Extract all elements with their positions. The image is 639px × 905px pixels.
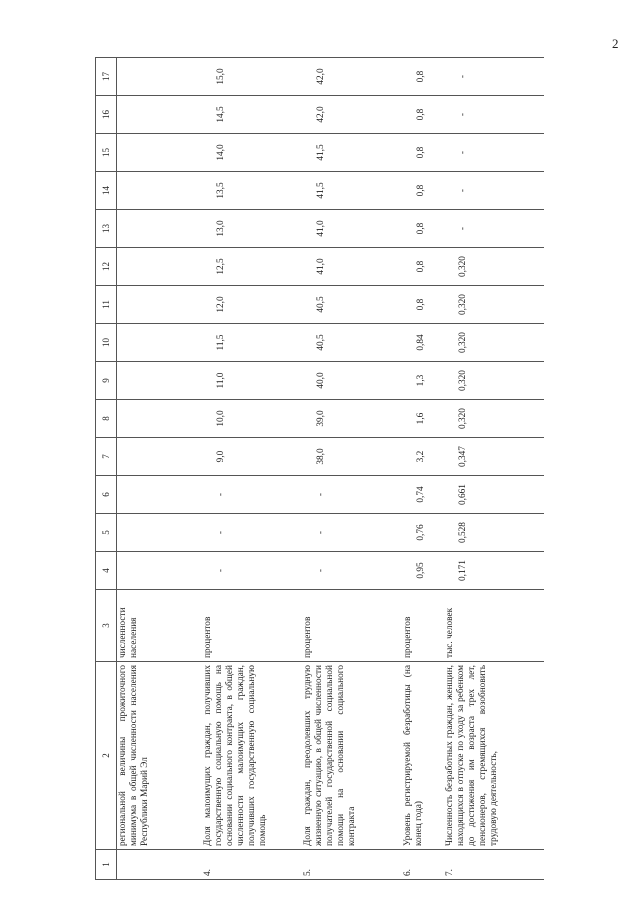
value-cell: [117, 96, 202, 134]
value-cell: 13,5: [202, 172, 302, 210]
value-cell: 38,0: [302, 438, 402, 476]
value-cell: [117, 286, 202, 324]
indicator-name: Численность безработных граждан, женщин, находящихся в отпуске по уходу за ребенком до достижения им возраста трех лет, пенсионеров, стремящихся возобновить трудовую деятельность,: [444, 662, 544, 850]
value-cell: 15,0: [202, 58, 302, 96]
header-cell: 17: [96, 58, 117, 96]
value-cell: [117, 172, 202, 210]
value-cell: 12,0: [202, 286, 302, 324]
value-cell: 0,320: [444, 400, 544, 438]
value-cell: [117, 324, 202, 362]
table-row-5: [302, 58, 402, 880]
value-cell: [117, 362, 202, 400]
header-cell: 5: [96, 514, 117, 552]
indicator-name: региональной величины прожиточного минимума в общей численности населения Республики Марий Эл: [117, 662, 202, 850]
value-cell: 10,0: [202, 400, 302, 438]
value-cell: [117, 210, 202, 248]
header-cell: 8: [96, 400, 117, 438]
indicator-name: Доля малоимущих граждан, получивших государственную социальную помощь на основании социального контракта, в общей численности малоимущих граждан, получивших государственную социальную помощь: [202, 662, 302, 850]
value-cell: 0,84: [402, 324, 444, 362]
value-cell: -: [444, 58, 544, 96]
value-cell: 0,76: [402, 514, 444, 552]
indicators-table: [95, 57, 544, 880]
value-cell: 0,320: [444, 248, 544, 286]
value-cell: 0,95: [402, 552, 444, 590]
value-cell: 14,5: [202, 96, 302, 134]
value-cell: 0,8: [402, 96, 444, 134]
value-cell: 40,0: [302, 362, 402, 400]
row-number: 5.: [302, 850, 402, 880]
value-cell: -: [444, 210, 544, 248]
page-number: 2: [612, 36, 619, 51]
value-cell: [117, 248, 202, 286]
indicator-name: Уровень регистрируемой безработицы (на конец года): [402, 662, 444, 850]
value-cell: [117, 514, 202, 552]
value-cell: 3,2: [402, 438, 444, 476]
header-cell: 14: [96, 172, 117, 210]
value-cell: 1,3: [402, 362, 444, 400]
header-cell: 15: [96, 134, 117, 172]
value-cell: 1,6: [402, 400, 444, 438]
value-cell: 0,661: [444, 476, 544, 514]
unit-of-measure: процентов: [402, 590, 444, 662]
value-cell: -: [444, 172, 544, 210]
value-cell: 0,320: [444, 286, 544, 324]
table-row-7: [444, 58, 544, 880]
value-cell: [117, 476, 202, 514]
value-cell: 11,5: [202, 324, 302, 362]
value-cell: 13,0: [202, 210, 302, 248]
value-cell: 42,0: [302, 58, 402, 96]
value-cell: 40,5: [302, 324, 402, 362]
header-cell: 1: [96, 850, 117, 880]
header-cell: 9: [96, 362, 117, 400]
header-cell: 4: [96, 552, 117, 590]
header-cell: 3: [96, 590, 117, 662]
value-cell: 0,320: [444, 362, 544, 400]
value-cell: 41,5: [302, 134, 402, 172]
header-cell: 12: [96, 248, 117, 286]
row-number: [117, 850, 202, 880]
header-cell: 6: [96, 476, 117, 514]
value-cell: [117, 438, 202, 476]
header-cell: 13: [96, 210, 117, 248]
unit-of-measure: процентов: [202, 590, 302, 662]
value-cell: 0,8: [402, 172, 444, 210]
row-number: 6.: [402, 850, 444, 880]
value-cell: [117, 552, 202, 590]
value-cell: 11,0: [202, 362, 302, 400]
table-row-continuation: [117, 58, 202, 880]
value-cell: 41,0: [302, 210, 402, 248]
header-cell: 16: [96, 96, 117, 134]
value-cell: 0,8: [402, 134, 444, 172]
value-cell: 0,8: [402, 210, 444, 248]
value-cell: 0,347: [444, 438, 544, 476]
value-cell: 42,0: [302, 96, 402, 134]
value-cell: 0,8: [402, 58, 444, 96]
value-cell: -: [444, 134, 544, 172]
value-cell: 0,8: [402, 286, 444, 324]
value-cell: 0,74: [402, 476, 444, 514]
indicator-name: Доля граждан, преодолевших трудную жизненную ситуацию, в общей численности получателей государственной социальной помощи на основании социального контракта: [302, 662, 402, 850]
value-cell: 40,5: [302, 286, 402, 324]
unit-of-measure: процентов: [302, 590, 402, 662]
value-cell: 41,0: [302, 248, 402, 286]
header-row: [96, 58, 117, 880]
value-cell: -: [202, 552, 302, 590]
value-cell: 0,320: [444, 324, 544, 362]
header-cell: 2: [96, 662, 117, 850]
value-cell: -: [202, 514, 302, 552]
value-cell: 0,171: [444, 552, 544, 590]
value-cell: 39,0: [302, 400, 402, 438]
value-cell: [117, 400, 202, 438]
value-cell: -: [302, 514, 402, 552]
header-cell: 11: [96, 286, 117, 324]
table-row-4: [202, 58, 302, 880]
value-cell: 9,0: [202, 438, 302, 476]
value-cell: 14,0: [202, 134, 302, 172]
unit-of-measure: тыс. человек: [444, 590, 544, 662]
value-cell: [117, 58, 202, 96]
value-cell: -: [444, 96, 544, 134]
value-cell: -: [202, 476, 302, 514]
value-cell: -: [302, 552, 402, 590]
value-cell: 0,8: [402, 248, 444, 286]
header-cell: 10: [96, 324, 117, 362]
value-cell: 12,5: [202, 248, 302, 286]
value-cell: [117, 134, 202, 172]
value-cell: -: [302, 476, 402, 514]
value-cell: 0,528: [444, 514, 544, 552]
row-number: 4.: [202, 850, 302, 880]
rotated-table-container: [95, 60, 535, 880]
value-cell: 41,5: [302, 172, 402, 210]
table-row-6: [402, 58, 444, 880]
header-cell: 7: [96, 438, 117, 476]
unit-of-measure: численности населения: [117, 590, 202, 662]
row-number: 7.: [444, 850, 544, 880]
